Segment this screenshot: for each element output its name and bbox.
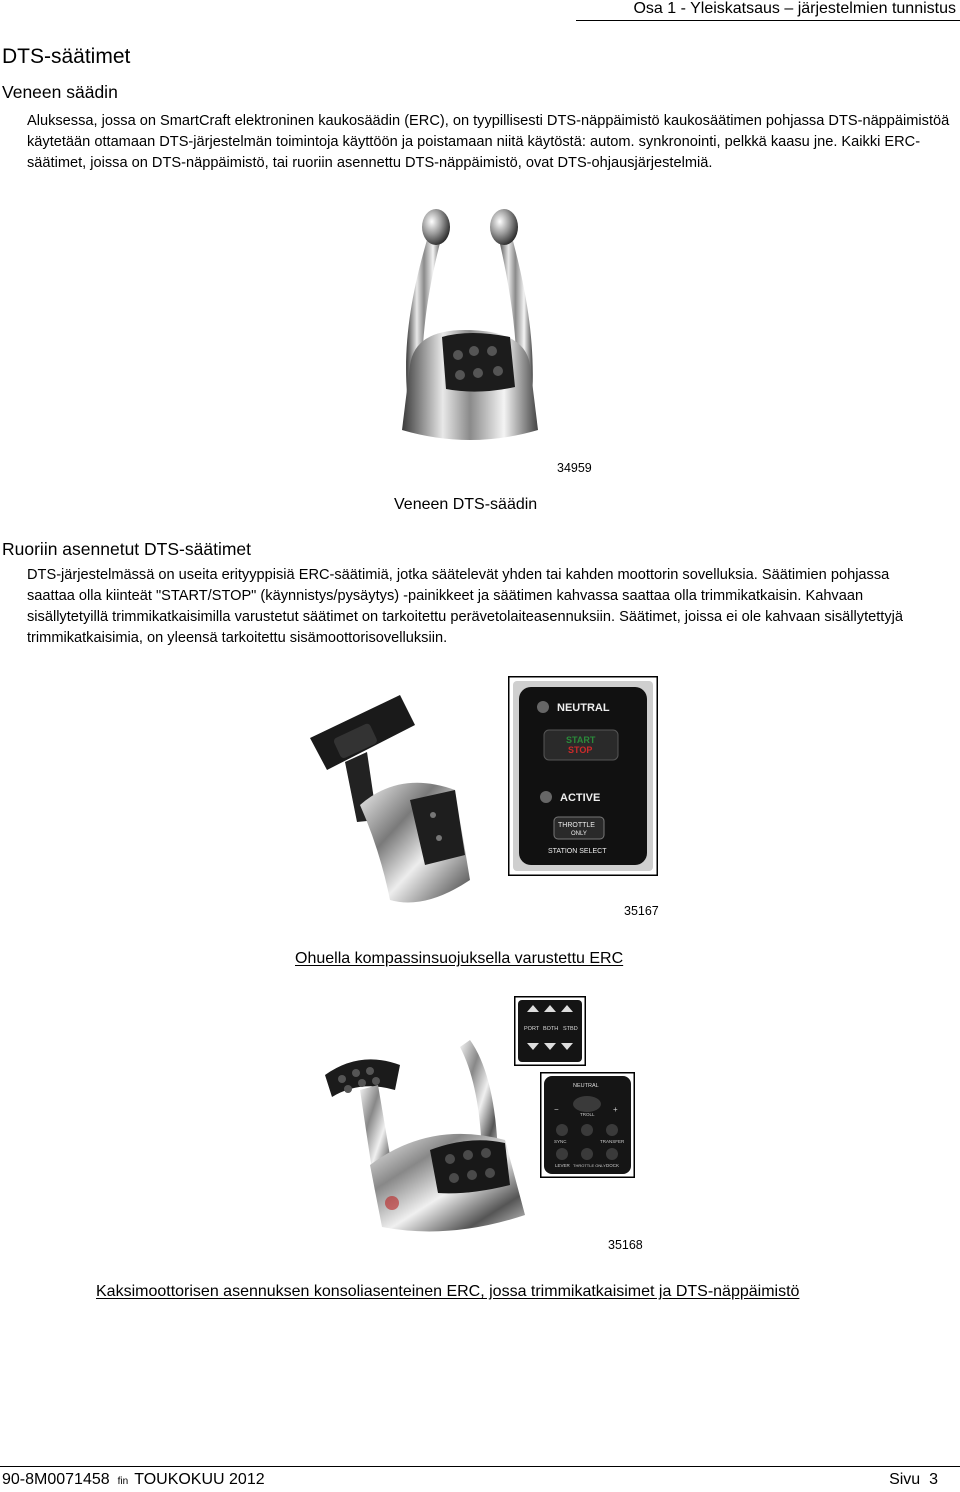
footer-rule xyxy=(0,1466,960,1467)
figure-number-35167: 35167 xyxy=(624,904,659,918)
keypad-sync-label: SYNC xyxy=(554,1139,567,1144)
footer-doc-number: 90-8M0071458 xyxy=(2,1471,110,1488)
lever-button[interactable] xyxy=(556,1148,568,1160)
trim-stbd-label: STBD xyxy=(563,1026,578,1032)
footer-page-number: Sivu 3 xyxy=(889,1471,938,1488)
footer-language: fin xyxy=(117,1476,129,1487)
only-label: ONLY xyxy=(571,831,587,837)
troll-button[interactable] xyxy=(573,1096,601,1112)
keypad-throttle-only-label: THROTTLE ONLY xyxy=(573,1163,606,1168)
keypad-troll-label: TROLL xyxy=(580,1112,595,1117)
keypad-transfer-label: TRANSFER xyxy=(600,1139,625,1144)
sync-button[interactable] xyxy=(556,1124,568,1136)
trim-both-label: BOTH xyxy=(543,1026,559,1032)
transfer-button[interactable] xyxy=(606,1124,618,1136)
slim-binnacle-erc-photo xyxy=(305,690,495,930)
throttle-label: THROTTLE xyxy=(558,822,595,829)
footer-date: TOUKOKUU 2012 xyxy=(134,1471,265,1488)
running-header: Osa 1 - Yleiskatsaus – järjestelmien tunnistus xyxy=(633,0,956,17)
keypad-neutral-label: NEUTRAL xyxy=(573,1083,599,1089)
figure-caption-slim-binnacle: Ohuella kompassinsuojuksella varustettu ERC xyxy=(295,950,624,967)
active-indicator-led xyxy=(540,791,552,803)
keypad-plus: + xyxy=(613,1105,618,1114)
figure-number-34959: 34959 xyxy=(557,461,592,475)
dts-keypad-inset xyxy=(540,1072,635,1178)
header-rule xyxy=(576,20,960,21)
figure-caption-vessel-control: Veneen DTS-säädin xyxy=(394,496,538,513)
figure-caption-console-erc: Kaksimoottorisen asennuksen konsoliasenteinen ERC, jossa trimmikatkaisimet ja DTS-näppäimistö xyxy=(96,1283,800,1300)
neutral-indicator-led xyxy=(537,701,549,713)
section-title: DTS-säätimet xyxy=(2,45,131,68)
paragraph-helm-controls: DTS-järjestelmässä on useita erityyppisiä ERC-säätimiä, jotka säätelevät yhden tai kahden moottorin sovelluksia. Säätimien pohjassa saattaa olla kiinteät "START/STOP" (käynnistys/pysäytys) -painikkeet ja säätimen kahvassa saattaa olla trimmikatkaisin. Kahvaan sisällytetyillä trimmikatkaisimilla varustetut säätimet on tarkoitettu perävetolaiteasennuksiin. Säätimet, joissa ei ole kahvaan sisällytettyjä trimmikatkaisimia, on yleensä tarkoitettu sisämoottorisovelluksiin. xyxy=(27,567,904,646)
keypad-minus: − xyxy=(554,1105,559,1114)
trim-port-label: PORT xyxy=(524,1026,540,1032)
dts-dual-lever-control-photo xyxy=(370,205,560,460)
keypad-lever-label: LEVER xyxy=(555,1163,570,1168)
heading-vessel-control: Veneen säädin xyxy=(2,82,118,102)
heading-helm-controls: Ruoriin asennetut DTS-säätimet xyxy=(2,539,251,559)
keypad-dock-label: DOCK xyxy=(606,1163,620,1168)
dock-button[interactable] xyxy=(606,1148,618,1160)
throttle-only-keypad-button[interactable] xyxy=(581,1148,593,1160)
footer-left xyxy=(2,1470,265,1492)
stop-label: STOP xyxy=(568,745,593,755)
panel-active-label: ACTIVE xyxy=(560,792,601,804)
panel-neutral-label: NEUTRAL xyxy=(557,702,610,714)
station-panel-inset xyxy=(508,676,658,876)
figure-number-35168: 35168 xyxy=(608,1238,643,1252)
paragraph-vessel-control: Aluksessa, jossa on SmartCraft elektroninen kaukosäädin (ERC), on tyypillisesti DTS-näppäimistö kaukosäätimen pohjassa DTS-näppäimistöä käytetään ottamaan DTS-järjestelmän toimintoja käyttöön ja poistamaan niitä käytöstä: autom. synkronointi, pelkkä kaasu jne. Kaikki ERC-säätimet, joissa on DTS-näppäimistö, tai ruoriin asennettu DTS-näppäimistö, ovat DTS-ohjausjärjestelmiä. xyxy=(27,113,950,171)
dual-engine-console-erc-photo xyxy=(320,1035,535,1235)
station-select-label: STATION SELECT xyxy=(548,848,607,855)
start-label: START xyxy=(566,735,596,745)
